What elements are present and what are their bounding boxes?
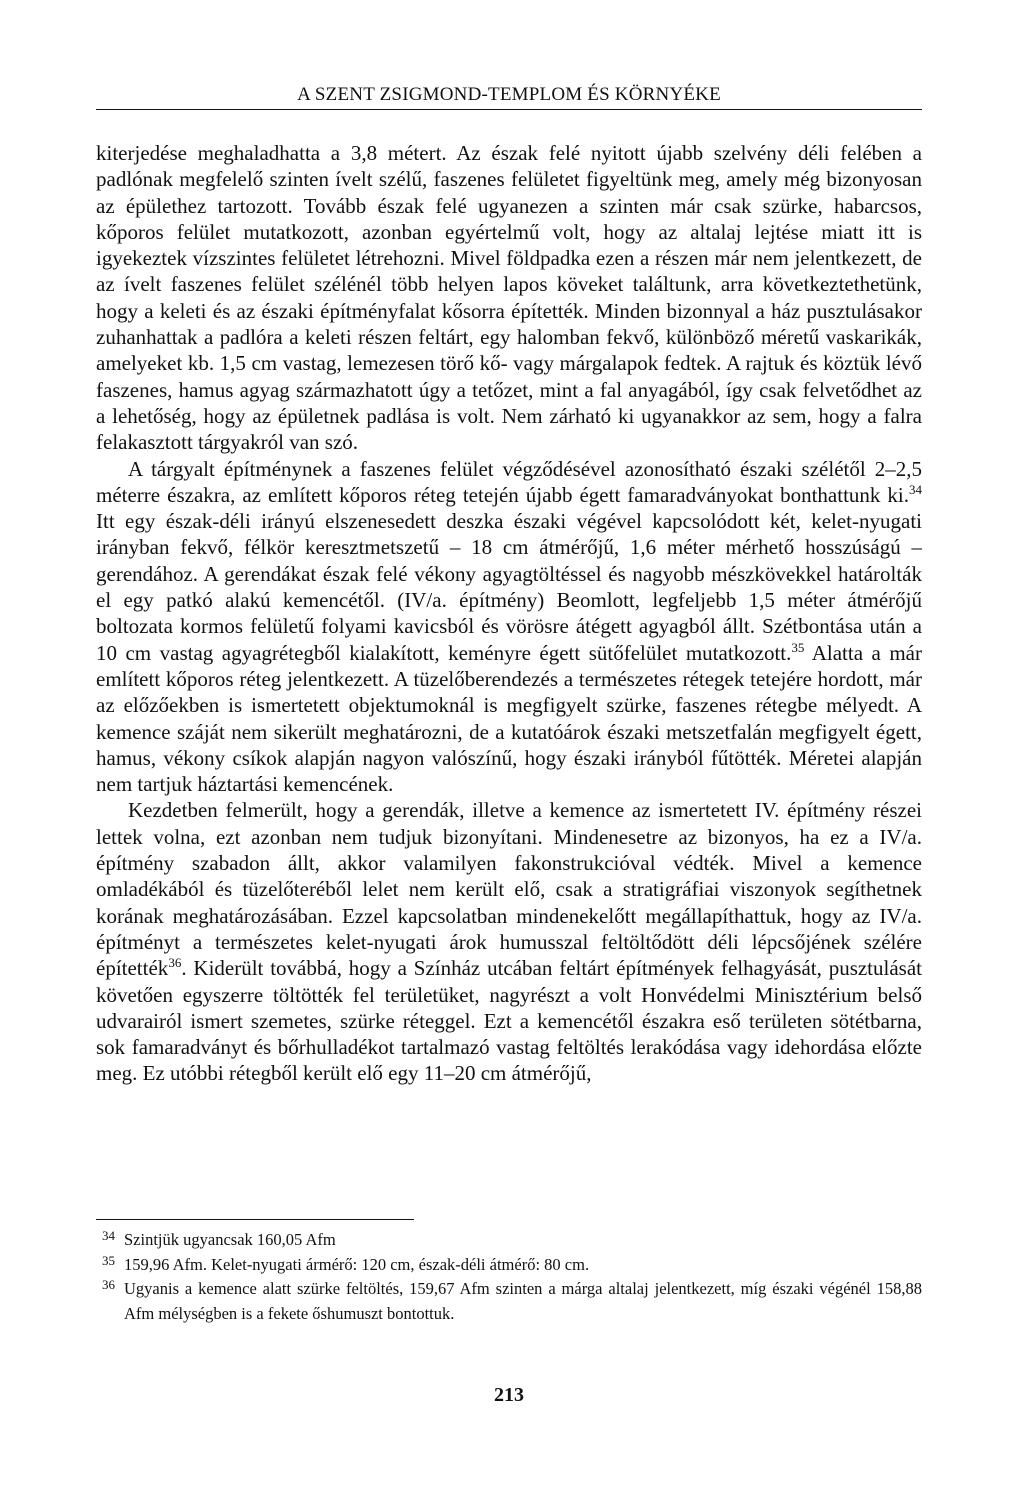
footnote-number: 34 bbox=[102, 1228, 115, 1243]
paragraph-3 bbox=[96, 797, 922, 1086]
paragraph-3-text-b: . Kiderült továbbá, hogy a Színház utcában feltárt építmények felhagyását, pusztulását követően egyszerre töltötték fel területüket, nagyrészt a volt Honvédelmi Minisztérium belső udvarairól ismert szemetes, szürke réteggel. Ezt a kemencétől északra eső területen sötétbarna, sok famaradványt és bőrhulladékot tartalmazó vastag feltöltés lerakódása vagy idehordása előzte meg. Ez utóbbi rétegből került elő egy 11–20 cm átmérőjű, bbox=[96, 956, 922, 1086]
footnote-number: 35 bbox=[102, 1252, 115, 1268]
footnote-ref-36[interactable]: 36 bbox=[168, 955, 182, 971]
paragraph-1-text: kiterjedése meghaladhatta a 3,8 métert. Az észak felé nyitott újabb szelvény déli felében a padlónak megfelelő szinten ívelt szélű, faszenes felületet figyeltünk meg, amely még bizonyosan az épülethez tartozott. Tovább észak felé ugyanezen a szinten már csak szürke, habarcsos, kőporos felület mutatkozott, azonban egyértelmű volt, hogy az altalaj lejtése miatt itt is igyekeztek vízszintes felületet létrehozni. Mivel földpadka ezen a részen már nem jelentkezett, de az ívelt faszenes felület szélénél több helyen lapos köveket találtunk, arra következtethetünk, hogy a keleti és az északi építményfalat kősorra építették. Minden bizonnyal a ház pusztulásakor zuhanhattak a padlóra a keleti részen feltárt, egy halomban fekvő, különböző méretű vaskarikák, amelyeket kb. 1,5 cm vastag, lemezesen törő kő- vagy márgalapok fedtek. A rajtuk és köztük lévő faszenes, hamus agyag származhatott úgy a tetőzet, mint a fal anyagából, így csak felvetődhet az a lehetőség, hogy az épületnek padlása is volt. Nem zárható ki ugyanakkor az sem, hogy a falra felakasztott tárgyakról van szó. bbox=[96, 141, 922, 455]
running-header: A SZENT ZSIGMOND-TEMPLOM ÉS KÖRNYÉKE bbox=[297, 84, 721, 105]
footnote-text: Szintjük ugyancsak 160,05 Afm bbox=[124, 1230, 336, 1249]
footnote-number: 36 bbox=[102, 1277, 115, 1292]
page-number: 213 bbox=[494, 1384, 524, 1406]
paragraph-1 bbox=[96, 140, 922, 456]
footnote-rule bbox=[96, 1219, 414, 1220]
paragraph-2-text-a: A tárgyalt építménynek a faszenes felület végződésével azonosítható északi szélétől 2–2,5 méterre északra, az említett kőporos réteg tetején újabb égett famaradványokat bonthattunk ki. bbox=[96, 456, 922, 507]
footnote-ref-34[interactable]: 34 bbox=[909, 481, 922, 497]
paragraph-2 bbox=[96, 456, 922, 798]
footnote-text: 159,96 Afm. Kelet-nyugati ármérő: 120 cm, észak-déli átmérő: 80 cm. bbox=[124, 1254, 590, 1274]
footnote-34 bbox=[96, 1228, 922, 1253]
footnote-36 bbox=[96, 1277, 922, 1326]
footnotes bbox=[96, 1228, 922, 1326]
paragraph-2-text-b: Itt egy észak-déli irányú elszenesedett deszka északi végével kapcsolódott két, kelet-nyugati irányban fekvő, félkör keresztmetszetű – 18 cm átmérőjű, 1,6 méter mérhető hosszúságú – gerendához. A gerendákat észak felé vékony agyagtöltéssel és nagyobb mészkövekkel határolták el egy patkó alakú kemencétől. (IV/a. építmény) Beomlott, legfeljebb 1,5 méter átmérőjű boltozata kormos felületű folyami kavicsból és vörösre átégett agyagból állt. Szétbontása után a 10 cm vastag agyagrétegből kialakított, keményre égett sütőfelület mutatkozott. bbox=[96, 509, 922, 665]
body-text bbox=[96, 140, 922, 1087]
paragraph-3-text-a: Kezdetben felmerült, hogy a gerendák, illetve a kemence az ismertetett IV. építmény részei lettek volna, ezt azonban nem tudjuk bizonyítani. Mindenesetre az bizonyos, ha ez a IV/a. építmény szabadon állt, akkor valamilyen fakonstrukcióval védték. Mivel a kemence omladékából és tüzelőteréből lelet nem került elő, csak a stratigráfiai viszonyok segíthetnek korának meghatározásában. Ezzel kapcsolatban mindenekelőtt megállapíthattuk, hogy az IV/a. építményt a természetes kelet-nyugati árok humusszal feltöltődött déli lépcsőjének szélére építették bbox=[96, 798, 922, 981]
footnote-ref-35[interactable]: 35 bbox=[791, 639, 805, 655]
footnote-text: Ugyanis a kemence alatt szürke feltöltés, 159,67 Afm szinten a márga altalaj jelentkezett, míg északi végénél 158,88 Afm mélységben is a fekete őshumuszt bontottuk. bbox=[124, 1279, 922, 1323]
footnote-35 bbox=[96, 1253, 922, 1278]
header-rule bbox=[96, 109, 922, 110]
paragraph-2-text-c: Alatta a már említett kőporos réteg jelentkezett. A tüzelőberendezés a természetes rétegek tetejére hordott, már az előzőekben is ismertetett objektumoknál is megfigyelt szürke, faszenes rétegbe mélyedt. A kemence száját nem sikerült meghatározni, de a kutatóárok északi metszetfalán megfigyelt égett, hamus, vékony csíkok alapján nagyon valószínű, hogy északi irányból fűtötték. Méretei alapján nem tartjuk háztartási kemencének. bbox=[96, 640, 922, 797]
